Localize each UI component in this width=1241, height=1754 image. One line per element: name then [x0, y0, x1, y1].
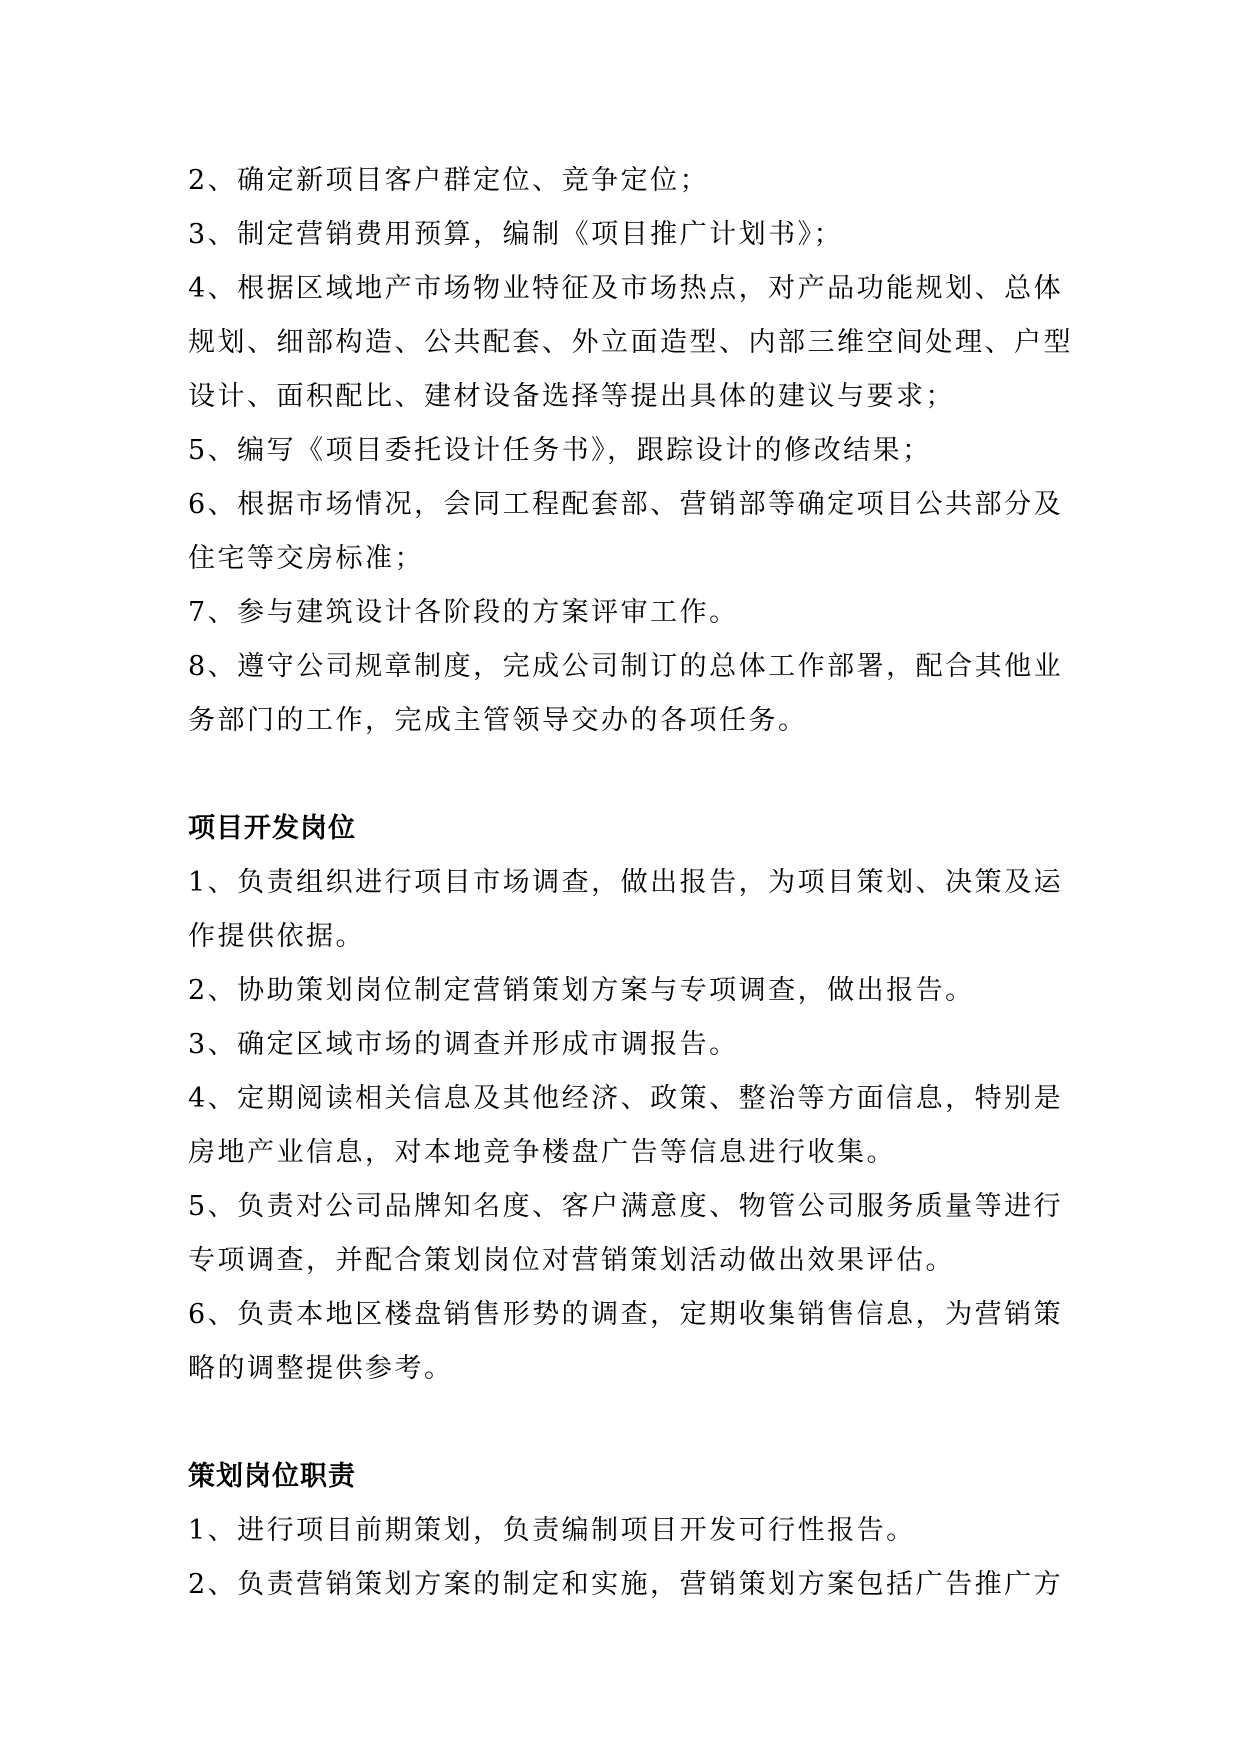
- text-line: 5、编写《项目委托设计任务书》，跟踪设计的修改结果；: [188, 435, 932, 466]
- text-line: 房地产业信息，对本地竞争楼盘广告等信息进行收集。: [188, 1137, 896, 1168]
- section-planning-duties: [188, 1450, 1068, 1612]
- section-spacer: [188, 1396, 1068, 1450]
- text-line: 2、负责营销策划方案的制定和实施，营销策划方案包括广告推广方: [188, 1569, 1064, 1600]
- text-line: 5、负责对公司品牌知名度、客户满意度、物管公司服务质量等进行: [188, 1191, 1064, 1222]
- text-line: 1、进行项目前期策划，负责编制项目开发可行性报告。: [188, 1515, 916, 1546]
- text-line: 4、定期阅读相关信息及其他经济、政策、整治等方面信息，特别是: [188, 1083, 1064, 1114]
- text-line: 住宅等交房标准；: [188, 543, 424, 574]
- section-continued-duties: [188, 154, 1073, 748]
- section-spacer: [188, 748, 1068, 802]
- section-project-development: [188, 802, 1068, 1396]
- section-heading: 策划岗位职责: [188, 1461, 356, 1492]
- text-line: 2、确定新项目客户群定位、竞争定位；: [188, 165, 710, 196]
- text-line: 务部门的工作，完成主管领导交办的各项任务。: [188, 705, 808, 736]
- text-line: 略的调整提供参考。: [188, 1353, 454, 1384]
- text-line: 规划、细部构造、公共配套、外立面造型、内部三维空间处理、户型: [188, 327, 1073, 358]
- text-line: 1、负责组织进行项目市场调查，做出报告，为项目策划、决策及运: [188, 867, 1064, 898]
- text-line: 作提供依据。: [188, 921, 365, 952]
- text-line: 7、参与建筑设计各阶段的方案评审工作。: [188, 597, 739, 628]
- text-line: 设计、面积配比、建材设备选择等提出具体的建议与要求；: [188, 381, 955, 412]
- text-line: 3、制定营销费用预算，编制《项目推广计划书》；: [188, 219, 844, 250]
- text-line: 4、根据区域地产市场物业特征及市场热点，对产品功能规划、总体: [188, 273, 1064, 304]
- text-line: 2、协助策划岗位制定营销策划方案与专项调查，做出报告。: [188, 975, 975, 1006]
- text-line: 3、确定区域市场的调查并形成市调报告。: [188, 1029, 739, 1060]
- text-line: 6、根据市场情况，会同工程配套部、营销部等确定项目公共部分及: [188, 489, 1064, 520]
- document-body: [188, 154, 1073, 1612]
- text-line: 专项调查，并配合策划岗位对营销策划活动做出效果评估。: [188, 1245, 955, 1276]
- section-heading: 项目开发岗位: [188, 813, 356, 844]
- text-line: 8、遵守公司规章制度，完成公司制订的总体工作部署，配合其他业: [188, 651, 1064, 682]
- text-line: 6、负责本地区楼盘销售形势的调查，定期收集销售信息，为营销策: [188, 1299, 1064, 1330]
